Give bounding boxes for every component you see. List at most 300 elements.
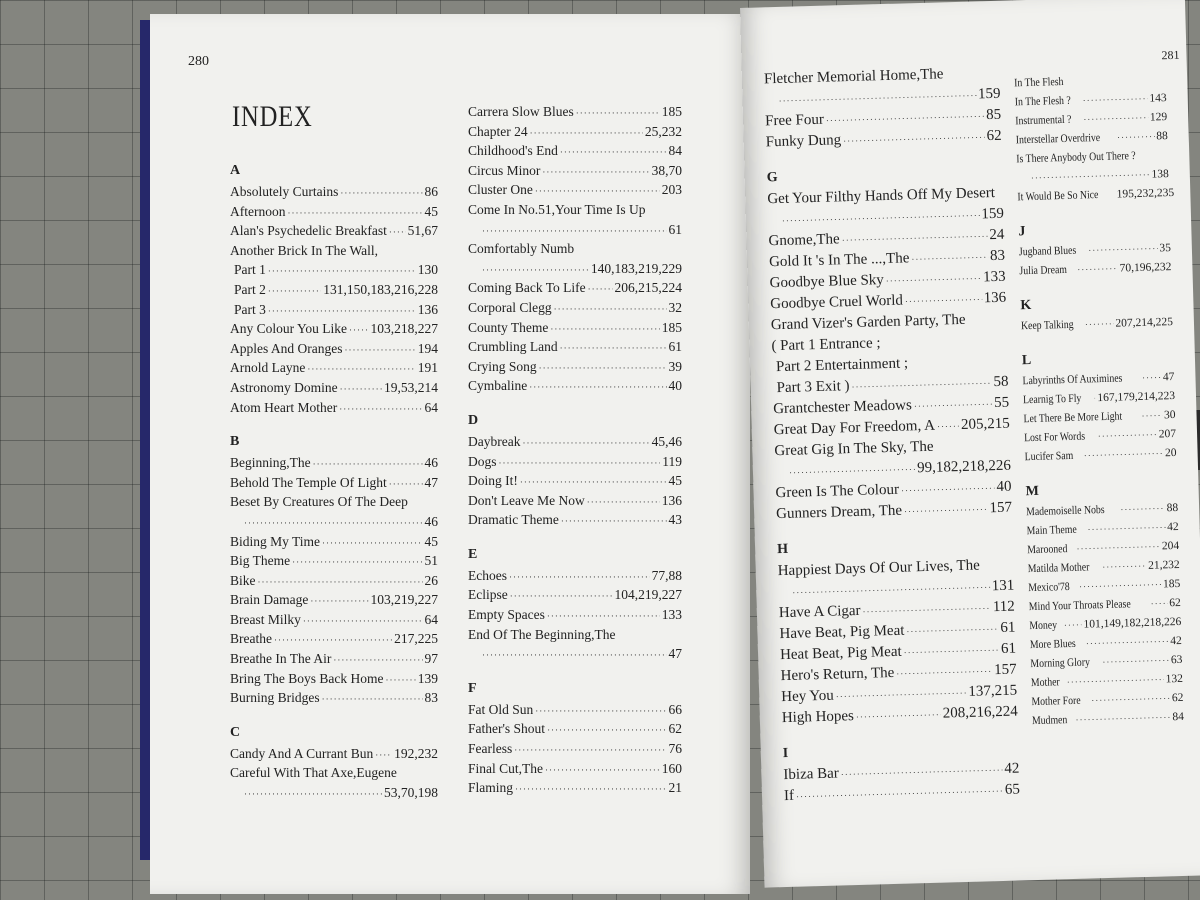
dot-leader: [1083, 109, 1148, 130]
page-references: 185: [1162, 577, 1181, 591]
entry-line: [230, 744, 438, 764]
entry-title: Learnig To Fly: [1022, 392, 1082, 407]
entry-title: Gnome,The: [768, 231, 840, 250]
dot-leader: [1088, 239, 1158, 260]
dot-leader: [542, 161, 649, 183]
dot-leader: [303, 610, 423, 632]
dot-leader: [547, 605, 660, 627]
entry-title: Goodbye Blue Sky: [769, 272, 885, 292]
page-references: 185: [661, 104, 682, 119]
index-entry: [1019, 258, 1171, 281]
entry-line: [468, 510, 682, 530]
entry-title: Happiest Days Of Our Lives, The: [777, 557, 981, 580]
entry-line: [230, 763, 438, 783]
dot-leader: [905, 288, 982, 312]
page-references: 46: [424, 513, 438, 529]
entry-title: Another Brick In The Wall,: [230, 242, 379, 258]
dot-leader: [539, 357, 667, 379]
index-entry: [230, 339, 438, 359]
dot-leader: [510, 585, 613, 607]
dot-leader: [310, 590, 368, 612]
entry-title: Have Beat, Pig Meat: [779, 622, 905, 643]
entry-line: [230, 182, 438, 202]
page-references: 39: [668, 358, 682, 374]
entry-title: Eclipse: [468, 587, 508, 603]
dot-leader: [535, 700, 666, 722]
page-references: 130: [417, 262, 438, 278]
entry-title: Flaming: [468, 780, 514, 796]
entry-continuation-line: [468, 259, 682, 279]
page-references: 160: [661, 760, 682, 776]
entry-title: High Hopes: [781, 708, 855, 727]
dot-leader: [1141, 406, 1162, 426]
page-references: 32: [668, 299, 682, 315]
entry-title: It Would Be So Nice: [1017, 189, 1099, 204]
entry-line: [230, 669, 438, 689]
entry-title: Corporal Clegg: [468, 299, 552, 315]
dot-leader: [587, 491, 660, 513]
section-letter: K: [1020, 297, 1032, 314]
entry-line: [230, 319, 438, 339]
dot-leader: [904, 498, 988, 522]
dot-leader: [520, 471, 667, 493]
page-references: 53,70,198: [384, 785, 438, 801]
page-references: 83: [989, 247, 1006, 265]
left-page: [150, 14, 750, 894]
dot-leader: [514, 739, 666, 761]
dot-leader: [1076, 537, 1160, 558]
page-references: 140,183,219,229: [590, 260, 682, 276]
page-references: 88: [1166, 501, 1179, 515]
entry-title: Instrumental ?: [1015, 113, 1072, 128]
page-references: 63: [1170, 653, 1183, 667]
index-entry: [468, 102, 682, 122]
page-references: 47: [1162, 371, 1175, 384]
entry-title: Childhood's End: [468, 143, 558, 159]
entry-title: Cluster One: [468, 182, 533, 198]
dot-leader: [344, 339, 415, 361]
dot-leader: [529, 376, 666, 398]
page-references: 45: [668, 473, 682, 489]
dot-leader: [1114, 186, 1115, 205]
entry-title: Crying Song: [468, 358, 537, 374]
dot-leader: [554, 298, 667, 320]
entry-title: Ibiza Bar: [783, 765, 840, 784]
entry-line: [230, 300, 438, 320]
entry-line: [468, 357, 682, 377]
dot-leader: [1085, 315, 1114, 335]
index-entry: [468, 239, 682, 278]
page-references: 77,88: [651, 567, 682, 583]
index-entry: [230, 473, 438, 493]
index-entry: [468, 357, 682, 377]
dot-leader: [560, 141, 667, 163]
page-references: 58: [993, 373, 1009, 391]
index-entry: [230, 649, 438, 669]
dot-leader: [550, 318, 659, 340]
index-entry: [230, 610, 438, 630]
index-entry: [468, 585, 682, 605]
entry-title: Fletcher Memorial Home,The: [763, 66, 944, 88]
entry-title: Lost For Words: [1023, 430, 1086, 445]
index-entry: [468, 141, 682, 161]
page-references: 61: [1000, 619, 1016, 636]
entry-line: [468, 566, 682, 586]
page-references: 185: [661, 319, 682, 335]
index-entry: [230, 319, 438, 339]
page-references: 133: [661, 607, 682, 623]
entry-line: [468, 759, 682, 779]
dot-leader: [389, 221, 406, 243]
page-references: 101,149,182,218,226: [1083, 615, 1182, 631]
entry-line: [230, 590, 438, 610]
index-entry: [230, 629, 438, 649]
section-letter: F: [468, 680, 477, 696]
entry-line: [468, 318, 682, 338]
entry-title: Gold It 's In The ...,The: [768, 250, 910, 271]
page-references: 45: [424, 203, 438, 219]
entry-title: Marooned: [1027, 543, 1068, 557]
entry-title: Have A Cigar: [778, 602, 861, 622]
page-references: 203: [661, 182, 682, 198]
page-references: 21: [668, 780, 682, 796]
page-references: 132: [1165, 672, 1184, 686]
page-references: 112: [992, 598, 1016, 616]
entry-title: Mother Fore: [1031, 694, 1081, 709]
entry-line: [230, 688, 438, 708]
entry-line: [230, 280, 438, 300]
page-references: 51: [424, 553, 438, 569]
entry-title: Keep Talking: [1020, 318, 1074, 333]
index-entry: [230, 688, 438, 708]
index-entry: [777, 555, 1014, 604]
entry-title: Green Is The Colour: [775, 481, 900, 502]
entry-title: Atom Heart Mother: [230, 399, 338, 415]
entry-title: Beset By Creatures Of The Deep: [230, 494, 408, 510]
dot-leader: [482, 220, 667, 242]
entry-title: Biding My Time: [230, 533, 321, 549]
entry-title: Apples And Oranges: [230, 340, 343, 356]
entry-title: If: [783, 787, 795, 805]
index-entry: [1024, 444, 1176, 467]
entry-title: Chapter 24: [468, 123, 528, 139]
entry-line: [468, 778, 682, 798]
page-references: 159: [981, 205, 1005, 223]
page-references: 138: [1151, 168, 1169, 181]
index-entry: [468, 491, 682, 511]
page-references: 43: [668, 512, 682, 528]
entry-title: Julia Dream: [1019, 263, 1068, 278]
entry-title: In The Flesh: [1014, 76, 1064, 90]
dot-leader: [274, 629, 392, 651]
dot-leader: [1098, 426, 1158, 447]
entry-line: [230, 339, 438, 359]
entry-title: Crumbling Land: [468, 339, 558, 355]
page-references: 83: [424, 690, 438, 706]
entry-title: Bring The Boys Back Home: [230, 670, 384, 686]
index-entry: [468, 432, 682, 452]
page-references: 45,46: [651, 433, 682, 449]
page-references: 137,215: [968, 682, 1018, 700]
dot-leader: [482, 644, 667, 666]
entry-title: Is There Anybody Out There ?: [1016, 150, 1136, 166]
entry-title: Alan's Psychedelic Breakfast: [230, 223, 387, 239]
entry-title: Great Day For Freedom, A: [773, 417, 936, 439]
page-references: 26: [424, 572, 438, 588]
dot-leader: [1142, 368, 1161, 388]
entry-line: [468, 491, 682, 511]
page-references: 47: [424, 474, 438, 490]
entry-line: [468, 180, 682, 200]
entry-title: Come In No.51,Your Time Is Up: [468, 201, 646, 217]
index-entry: [230, 260, 438, 280]
dot-leader: [349, 319, 368, 341]
section-letter: G: [766, 170, 778, 186]
entry-title: Part 3: [234, 301, 266, 317]
page-references: 42: [1170, 634, 1183, 648]
entry-title: Interstellar Overdrive: [1015, 131, 1101, 147]
entry-title: Gunners Dream, The: [775, 502, 903, 523]
dot-leader: [545, 759, 660, 781]
entry-title: Hero's Return, The: [780, 664, 895, 685]
dot-leader: [856, 704, 942, 728]
index-entry: [774, 435, 1011, 484]
entry-title: Money: [1029, 619, 1058, 633]
page-references: 62: [1169, 596, 1181, 610]
entry-title: Mind Your Throats Please: [1028, 598, 1131, 614]
index-entry: [230, 221, 438, 241]
entry-title: Bike: [230, 572, 256, 588]
entry-line: [468, 432, 682, 452]
index-entry: [764, 63, 1001, 112]
entry-title: Coming Back To Life: [468, 280, 586, 296]
index-entry: [230, 763, 438, 802]
page-references: 136: [661, 492, 682, 508]
entry-line: [468, 239, 682, 259]
entry-title: Don't Leave Me Now: [468, 492, 585, 508]
index-entry: [468, 605, 682, 625]
entry-title: Circus Minor: [468, 162, 541, 178]
dot-leader: [843, 126, 985, 152]
page-references: 131,150,183,216,228: [323, 281, 438, 297]
index-entry: [468, 759, 682, 779]
dot-leader: [292, 551, 422, 573]
entry-title: Hey You: [781, 687, 834, 706]
entry-title: Carrera Slow Blues: [468, 104, 574, 119]
index-entry: [468, 471, 682, 491]
page-references: 40: [668, 378, 682, 394]
index-entry: [230, 590, 438, 610]
page-references: 195,232,235: [1116, 186, 1175, 201]
page-references: 204: [1161, 539, 1180, 553]
entry-line: [1019, 258, 1171, 281]
entry-title: Daybreak: [468, 433, 521, 449]
entry-line: [1032, 708, 1184, 731]
index-entry: [468, 700, 682, 720]
entry-title: Breathe In The Air: [230, 651, 332, 667]
index-entry: [468, 778, 682, 798]
entry-continuation-line: [230, 783, 438, 803]
index-entry: [230, 280, 438, 300]
index-entry: [230, 744, 438, 764]
page-references: 51,67: [407, 223, 438, 239]
entry-title: Funky Dung: [765, 132, 842, 151]
entry-line: [1021, 313, 1173, 336]
dot-leader: [340, 182, 422, 204]
dot-leader: [499, 452, 661, 474]
entry-title: Jugband Blues: [1018, 244, 1077, 259]
entry-title: Beginning,The: [230, 455, 311, 471]
entry-title: Morning Glory: [1030, 656, 1091, 671]
page-references: 84: [668, 143, 682, 159]
entry-line: [1024, 444, 1176, 467]
dot-leader: [1077, 260, 1118, 280]
dot-leader: [515, 778, 666, 800]
index-entry: [468, 566, 682, 586]
index-entry: [230, 492, 438, 531]
dot-leader: [530, 122, 643, 144]
entry-title: Doing It!: [468, 473, 518, 489]
entry-title: Part 3 Exit ): [776, 378, 850, 397]
entry-line: [230, 629, 438, 649]
index-title: INDEX: [232, 100, 313, 133]
page-references: 167,179,214,223: [1097, 390, 1176, 405]
index-entry: [230, 571, 438, 591]
page-references: 205,215: [960, 415, 1010, 433]
index-entry: [230, 202, 438, 222]
entry-line: [468, 700, 682, 720]
page-references: 55: [993, 394, 1010, 412]
page-references: 157: [993, 661, 1017, 679]
entry-line: [230, 358, 438, 378]
page-number-right: 281: [1161, 47, 1180, 63]
page-references: 207: [1158, 427, 1177, 441]
dot-leader: [1093, 389, 1095, 408]
entry-title: Great Gig In The Sky, The: [774, 438, 934, 460]
page-references: 61: [1000, 640, 1017, 657]
page-references: 103,218,227: [370, 321, 438, 337]
entry-title: ( Part 1 Entrance ;: [771, 335, 881, 355]
entry-title: Main Theme: [1026, 523, 1077, 538]
dot-leader: [244, 512, 423, 534]
dot-leader: [1102, 557, 1146, 577]
entry-title: Lucifer Sam: [1024, 449, 1074, 464]
dot-leader: [389, 473, 423, 495]
page-references: 40: [996, 478, 1012, 496]
index-entry: [230, 453, 438, 473]
entry-title: Big Theme: [230, 553, 291, 569]
page-references: 62: [1171, 691, 1184, 705]
index-entry: [230, 241, 438, 261]
index-entry: [468, 719, 682, 739]
page-references: 24: [989, 226, 1005, 244]
index-entry: [1021, 313, 1173, 336]
page-references: 86: [424, 184, 438, 199]
entry-title: Absolutely Curtains: [230, 184, 339, 199]
index-entry: [230, 358, 438, 378]
entry-line: [468, 298, 682, 318]
entry-title: Matilda Mother: [1027, 561, 1090, 576]
entry-title: Dramatic Theme: [468, 512, 559, 528]
section-letter: J: [1018, 224, 1026, 240]
entry-title: Fat Old Sun: [468, 701, 534, 717]
dot-leader: [547, 719, 666, 741]
dot-leader: [796, 780, 1004, 808]
page-references: 191: [417, 360, 438, 376]
entry-title: Breathe: [230, 631, 272, 647]
page-references: 208,216,224: [942, 703, 1018, 722]
dot-leader: [322, 688, 423, 710]
dot-leader: [1079, 575, 1162, 596]
entry-title: Mother: [1030, 676, 1060, 690]
entry-title: Get Your Filthy Hands Off My Desert: [767, 184, 996, 208]
entry-title: Arnold Layne: [230, 360, 306, 376]
entry-line: [468, 141, 682, 161]
page-references: 35: [1159, 242, 1172, 255]
index-column-right-1: [764, 63, 1021, 807]
index-entry: [1016, 146, 1169, 188]
index-column-right-2: [1014, 70, 1184, 731]
dot-leader: [1117, 127, 1155, 147]
entry-continuation-line: [468, 644, 682, 664]
index-entry: [468, 510, 682, 530]
dot-leader: [313, 453, 423, 475]
dot-leader: [1075, 708, 1170, 730]
dot-leader: [339, 398, 422, 420]
entry-line: [468, 719, 682, 739]
page-references: 62: [986, 127, 1002, 145]
page-references: 46: [424, 455, 438, 471]
section-letter: D: [468, 412, 479, 428]
page-references: 119: [662, 453, 682, 469]
dot-leader: [588, 278, 613, 300]
index-entry: [468, 180, 682, 200]
page-references: 64: [424, 399, 438, 415]
page-number: 280: [188, 54, 209, 69]
page-references: 42: [1004, 760, 1020, 777]
entry-title: Burning Bridges: [230, 690, 320, 706]
page-references: 45: [424, 533, 438, 549]
page-references: 85: [985, 106, 1002, 124]
entry-line: [230, 378, 438, 398]
page-references: 136: [983, 289, 1007, 307]
index-entry: [468, 122, 682, 142]
entry-title: Part 2 Entertainment ;: [775, 355, 909, 376]
entry-title: Any Colour You Like: [230, 321, 348, 337]
page-references: 61: [668, 221, 682, 237]
page-references: 84: [1172, 710, 1185, 724]
dot-leader: [1082, 90, 1147, 111]
dot-leader: [375, 744, 392, 766]
entry-title: Grantchester Meadows: [772, 397, 913, 418]
dot-leader: [522, 432, 649, 454]
dot-leader: [1086, 632, 1169, 653]
entry-title: In The Flesh ?: [1014, 94, 1071, 109]
entry-line: [1017, 184, 1175, 207]
page-references: 217,225: [394, 631, 438, 647]
index-column-left-2: [468, 102, 682, 798]
index-entry: [1017, 184, 1175, 207]
page-references: 206,215,224: [614, 280, 682, 296]
index-entry: [230, 551, 438, 571]
entry-line: [230, 241, 438, 261]
dot-leader: [287, 202, 422, 224]
entry-line: [468, 200, 682, 220]
dot-leader: [244, 783, 382, 805]
entry-line: [468, 471, 682, 491]
page-references: 66: [668, 701, 682, 717]
index-column-left-1: [230, 160, 438, 803]
